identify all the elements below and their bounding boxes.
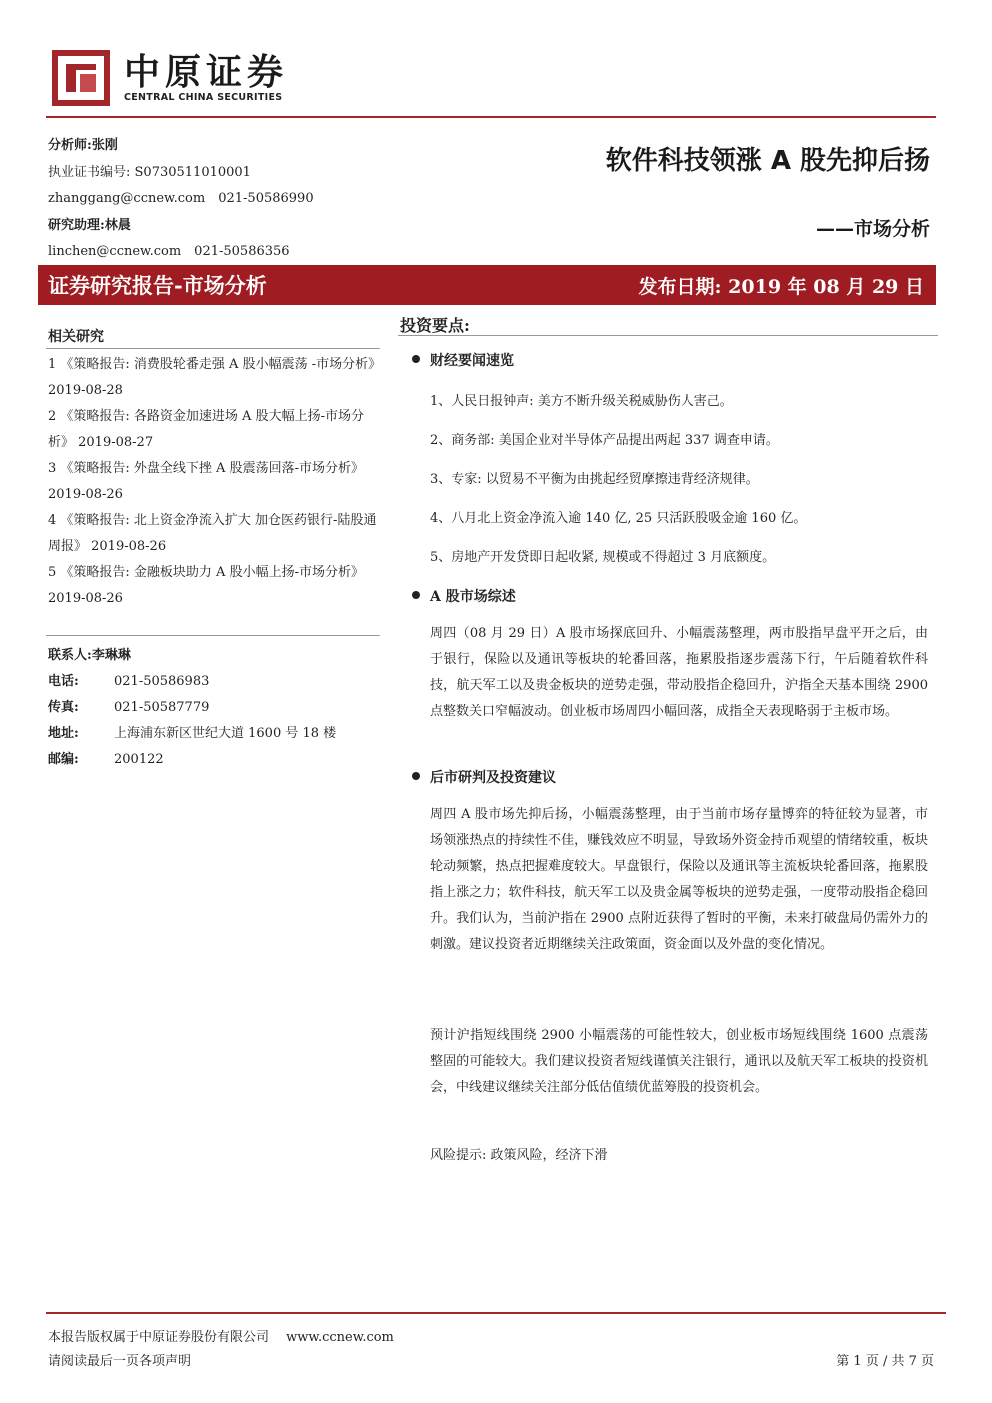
- report-type: 证券研究报告-市场分析: [48, 273, 267, 298]
- assistant-line: [48, 214, 131, 233]
- key-points-divider: [398, 335, 938, 336]
- footer-copyright: 本报告版权属于中原证券股份有限公司 www.ccnew.com: [48, 1330, 394, 1345]
- bullet-icon: [412, 772, 420, 780]
- logo-chinese-name: 中原证券: [124, 51, 289, 93]
- contact-person-label: 联系人:: [48, 648, 92, 663]
- section-heading-news: [412, 350, 514, 370]
- news-item: 4、八月北上资金净流入逾 140 亿, 25 只活跃股吸金逾 160 亿。: [430, 511, 807, 526]
- header-rule: [46, 116, 936, 118]
- contact-fax-row: [48, 696, 209, 715]
- zip-value: 200122: [114, 752, 164, 767]
- analyst-label: 分析师:: [48, 138, 92, 153]
- outlook-paragraph-1: 周四 A 股市场先抑后扬，小幅震荡整理，由于当前市场存量博弈的特征较为显著，市场领涨热点的持续性不佳，赚钱效应不明显，导致场外资金持币观望的情绪较重，板块轮动频繁，热点把握难度较大。早盘银行，保险以及通讯等主流板块轮番回落，拖累股指上涨之力；软件科技，航天军工以及贵金属等板块的逆势走强，一度带动股指企稳回升。我们认为，当前沪指在 2900 点附近获得了暂时的平衡，未来打破盘局仍需外力的刺激。建议投资者近期继续关注政策面，资金面以及外盘的变化情况。: [430, 807, 928, 952]
- bullet-icon: [412, 591, 420, 599]
- report-title: 软件科技领涨 A 股先抑后扬: [605, 146, 930, 176]
- assistant-label: 研究助理:: [48, 218, 105, 233]
- report-banner: [38, 265, 936, 305]
- phone-value: 021-50586983: [114, 674, 210, 689]
- news-item: 1、人民日报钟声: 美方不断升级关税威胁伤人害己。: [430, 394, 733, 409]
- section-heading-market: [412, 586, 516, 606]
- contact-phone-row: [48, 670, 209, 689]
- address-value: 上海浦东新区世纪大道 1600 号 18 楼: [114, 726, 337, 741]
- page-number: 第 1 页 / 共 7 页: [836, 1354, 934, 1369]
- company-logo: [52, 50, 302, 106]
- related-item: 4 《策略报告: 北上资金净流入扩大 加仓医药银行-陆股通周报》 2019-08-26: [48, 513, 377, 554]
- report-subtitle: ——市场分析: [815, 218, 930, 240]
- analyst-name: 张刚: [91, 138, 118, 153]
- logo-english-name: CENTRAL CHINA SECURITIES: [124, 92, 283, 103]
- key-points-title: 投资要点:: [400, 316, 470, 335]
- related-item: 2 《策略报告: 各路资金加速进场 A 股大幅上扬-市场分析》 2019-08-27: [48, 409, 364, 450]
- related-item: 3 《策略报告: 外盘全线下挫 A 股震荡回落-市场分析》 2019-08-26: [48, 461, 364, 502]
- news-item: 5、房地产开发贷即日起收紧, 规模或不得超过 3 月底额度。: [430, 550, 776, 565]
- news-item: 3、专家: 以贸易不平衡为由挑起经贸摩擦违背经济规律。: [430, 472, 759, 487]
- related-research-title: 相关研究: [48, 329, 104, 345]
- phone-label: 电话:: [48, 674, 79, 689]
- footer-disclaimer: 请阅读最后一页各项声明: [48, 1354, 192, 1369]
- contact-zip-row: [48, 748, 164, 767]
- fax-value: 021-50587779: [114, 700, 210, 715]
- contact-person: 李琳琳: [91, 648, 131, 663]
- section-heading-outlook: [412, 767, 556, 787]
- assistant-contact: linchen@ccnew.com 021-50586356: [48, 244, 290, 259]
- contact-address-row: [48, 722, 336, 741]
- news-item: 2、商务部: 美国企业对半导体产品提出两起 337 调查申请。: [430, 433, 779, 448]
- risk-note: 风险提示: 政策风险，经济下滑: [430, 1148, 608, 1163]
- analyst-contact: zhanggang@ccnew.com 021-50586990: [48, 191, 314, 206]
- related-divider: [46, 348, 380, 349]
- logo-mark-icon: [52, 50, 110, 106]
- publish-date: 发布日期: 2019 年 08 月 29 日: [638, 276, 924, 298]
- contact-divider: [46, 635, 380, 636]
- bullet-icon: [412, 355, 420, 363]
- assistant-name: 林晨: [104, 218, 131, 233]
- section-title: 后市研判及投资建议: [430, 770, 556, 786]
- footer-rule: [46, 1312, 946, 1314]
- related-item: 5 《策略报告: 金融板块助力 A 股小幅上扬-市场分析》 2019-08-26: [48, 565, 364, 606]
- related-item: 1 《策略报告: 消费股轮番走强 A 股小幅震荡 -市场分析》 2019-08-28: [48, 357, 382, 398]
- fax-label: 传真:: [48, 700, 79, 715]
- zip-label: 邮编:: [48, 752, 79, 767]
- market-summary-paragraph: 周四（08 月 29 日）A 股市场探底回升、小幅震荡整理，两市股指早盘平开之后，由于银行，保险以及通讯等板块的轮番回落，拖累股指逐步震荡下行，午后随着软件科技，航天军工以及贵金板块的逆势走强，带动股指企稳回升，沪指全天基本围绕 2900 点整数关口窄幅波动。创业板市场周四小幅回落，成指全天表现略弱于主板市场。: [430, 626, 928, 719]
- cert-number: 执业证书编号: S0730511010001: [48, 165, 251, 180]
- analyst-line: [48, 134, 118, 153]
- section-title: A 股市场综述: [430, 589, 516, 605]
- address-label: 地址:: [48, 726, 79, 741]
- section-title: 财经要闻速览: [430, 353, 514, 369]
- outlook-paragraph-2: 预计沪指短线围绕 2900 小幅震荡的可能性较大，创业板市场短线围绕 1600 点震荡整固的可能较大。我们建议投资者短线谨慎关注银行，通讯以及航天军工板块的投资机会，中线建议继续关注部分低估值绩优蓝筹股的投资机会。: [430, 1028, 928, 1095]
- contact-person-row: [48, 644, 131, 663]
